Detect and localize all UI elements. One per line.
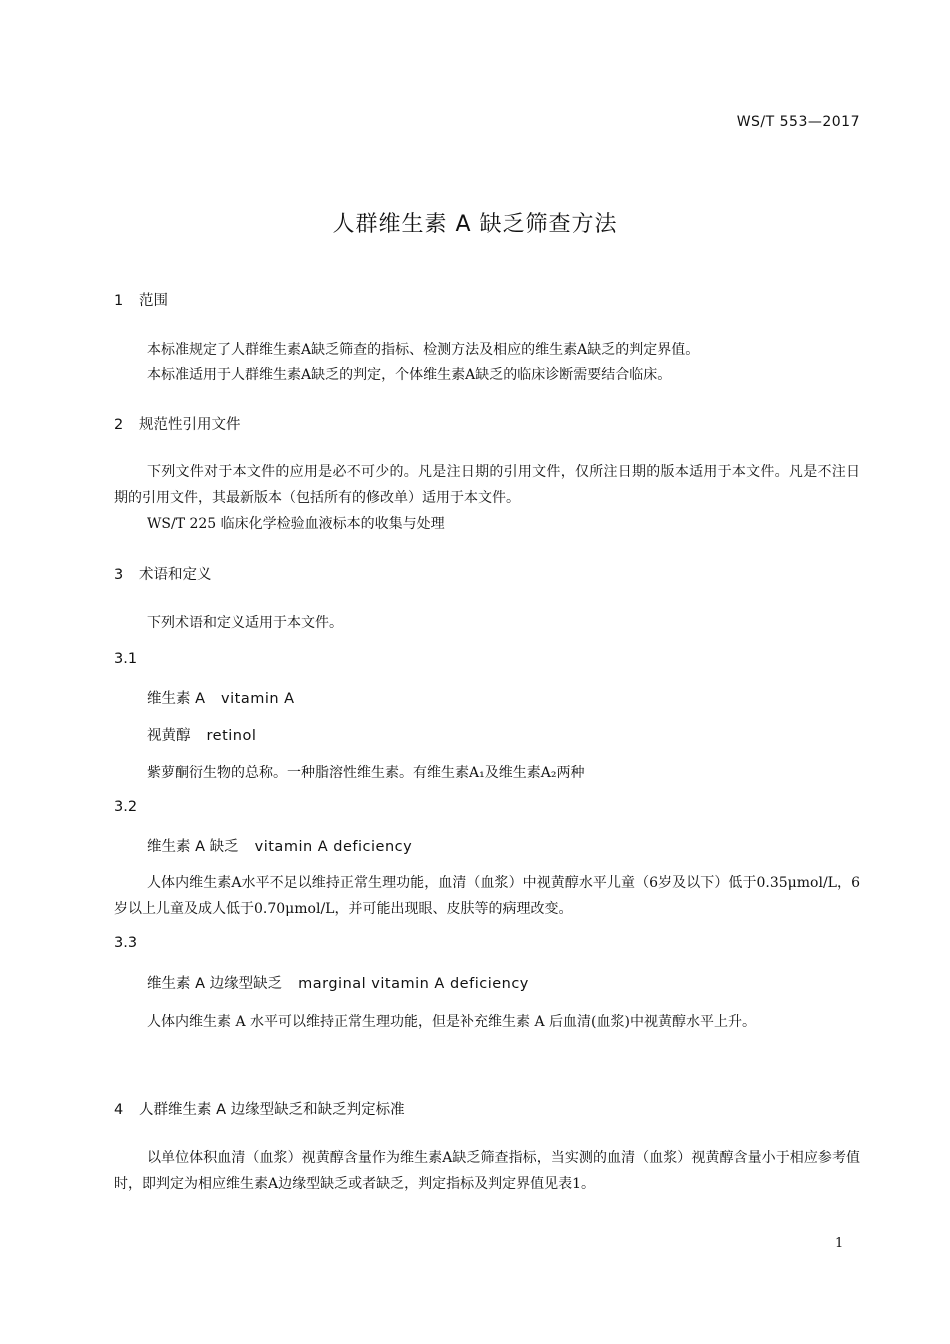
term-english: marginal vitamin A deficiency (298, 976, 529, 992)
section-1-paragraph-2: 本标准适用于人群维生素A缺乏的判定，个体维生素A缺乏的临床诊断需要结合临床。 (147, 367, 672, 383)
term-3-2-number: 3.2 (114, 799, 138, 815)
section-title: 规范性引用文件 (139, 417, 241, 433)
section-title: 术语和定义 (139, 567, 212, 583)
section-title: 人群维生素 A 边缘型缺乏和缺乏判定标准 (139, 1102, 405, 1118)
section-1-heading (114, 289, 168, 310)
document-title: 人群维生素 A 缺乏筛查方法 (332, 212, 618, 237)
term-chinese: 维生素 A 边缘型缺乏 (147, 976, 283, 992)
term-3-3-number: 3.3 (114, 935, 138, 951)
term-3-2-definition: 人体内维生素A水平不足以维持正常生理功能，血清（血浆）中视黄醇水平儿童（6岁及以下）低于0.35μmol/L，6岁以上儿童及成人低于0.70μmol/L，并可能出现眼、皮肤等的病理改变。 (114, 875, 860, 917)
page-number: 1 (835, 1236, 844, 1251)
section-number: 2 (114, 417, 124, 433)
term-3-1-number: 3.1 (114, 651, 138, 667)
section-2-heading (114, 413, 241, 434)
term-chinese: 视黄醇 (147, 728, 191, 744)
section-3-intro: 下列术语和定义适用于本文件。 (147, 615, 343, 631)
term-english: retinol (206, 728, 257, 744)
standard-code: WS/T 553—2017 (736, 114, 860, 130)
section-number: 4 (114, 1102, 124, 1118)
term-3-1-name (147, 687, 295, 708)
section-4-heading (114, 1098, 405, 1119)
term-3-3-definition: 人体内维生素 A 水平可以维持正常生理功能，但是补充维生素 A 后血清(血浆)中视黄醇水平上升。 (147, 1014, 756, 1030)
section-2-paragraph-1: 下列文件对于本文件的应用是必不可少的。凡是注日期的引用文件，仅所注日期的版本适用于本文件。凡是不注日期的引用文件，其最新版本（包括所有的修改单）适用于本文件。 (114, 464, 860, 506)
term-3-1-synonym (147, 724, 256, 745)
term-english: vitamin A (221, 691, 295, 707)
term-chinese: 维生素 A (147, 691, 206, 707)
section-number: 3 (114, 567, 124, 583)
section-title: 范围 (139, 293, 168, 309)
normative-reference: WS/T 225 临床化学检验血液标本的收集与处理 (147, 516, 445, 532)
section-1-paragraph-1: 本标准规定了人群维生素A缺乏筛查的指标、检测方法及相应的维生素A缺乏的判定界值。 (147, 342, 700, 358)
term-chinese: 维生素 A 缺乏 (147, 839, 239, 855)
term-3-2-name (147, 835, 412, 856)
section-4-paragraph-1: 以单位体积血清（血浆）视黄醇含量作为维生素A缺乏筛查指标，当实测的血清（血浆）视黄醇含量小于相应参考值时，即判定为相应维生素A边缘型缺乏或者缺乏，判定指标及判定界值见表1。 (114, 1150, 860, 1192)
section-3-heading (114, 563, 212, 584)
section-number: 1 (114, 293, 124, 309)
term-3-1-definition: 紫萝酮衍生物的总称。一种脂溶性维生素。有维生素A₁及维生素A₂两种 (147, 765, 585, 781)
term-english: vitamin A deficiency (254, 839, 413, 855)
term-3-3-name (147, 972, 529, 993)
